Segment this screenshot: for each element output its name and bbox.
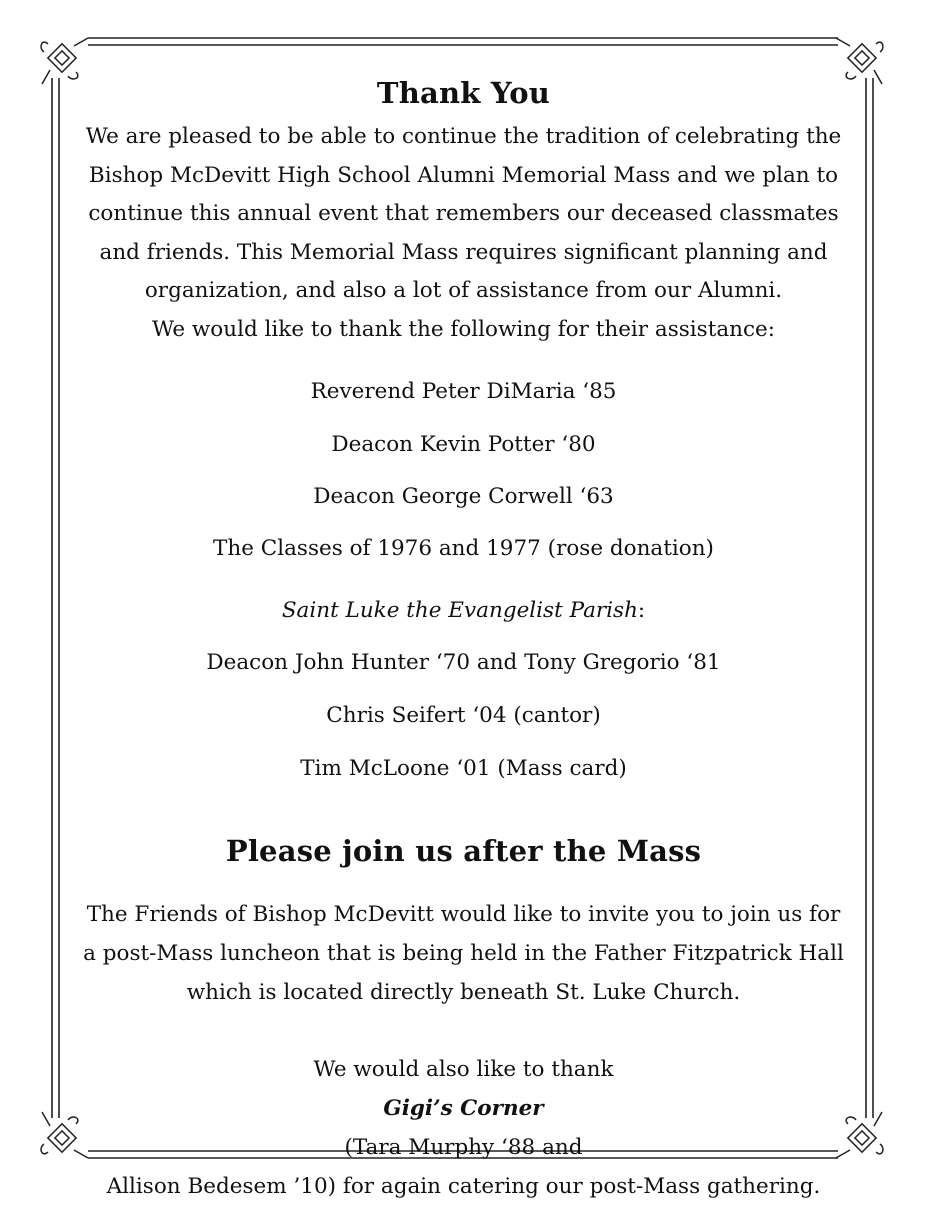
- thanks-item: Deacon George Corwell ‘63: [313, 484, 614, 509]
- luncheon-line: which is located directly beneath St. Luke Church.: [186, 980, 741, 1005]
- thanks-item: Reverend Peter DiMaria ‘85: [310, 379, 617, 404]
- caterer-name: Gigi’s Corner: [383, 1096, 544, 1121]
- intro-line: We are pleased to be able to continue the tradition of celebrating the: [85, 124, 842, 149]
- thanks-item: Deacon Kevin Potter ‘80: [331, 432, 596, 457]
- intro-line: and friends. This Memorial Mass requires significant planning and: [99, 239, 828, 265]
- parish-heading: [70, 596, 857, 626]
- catering-after: (Tara Murphy ‘88 and: [344, 1135, 583, 1160]
- intro-line: Bishop McDevitt High School Alumni Memorial Mass and we plan to: [88, 162, 839, 188]
- luncheon-line: a post-Mass luncheon that is being held in the Father Fitzpatrick Hall: [83, 941, 844, 966]
- parish-thanks-item: Tim McLoone ‘01 (Mass card): [300, 756, 627, 781]
- parish-thanks-item: Deacon John Hunter ‘70 and Tony Gregorio ‘81: [206, 650, 721, 675]
- page-title: Thank You: [376, 76, 551, 110]
- section-title: Please join us after the Mass: [225, 834, 702, 868]
- catering-paragraph: [70, 1050, 857, 1206]
- luncheon-paragraph: [70, 895, 857, 1012]
- parish-name: Saint Luke the Evangelist Parish: [281, 598, 638, 623]
- catering-line-2: Allison Bedesem ’10) for again catering our post-Mass gathering.: [106, 1174, 821, 1199]
- catering-line-1: [70, 1050, 857, 1167]
- parish-thanks-item: Chris Seifert ‘04 (cantor): [326, 703, 601, 728]
- intro-line: organization, and also a lot of assistance from our Alumni.: [144, 278, 783, 303]
- thanks-item: The Classes of 1976 and 1977 (rose donation): [213, 536, 714, 561]
- parish-suffix: :: [637, 598, 646, 623]
- catering-before: We would also like to thank: [313, 1057, 614, 1082]
- intro-line: We would like to thank the following for their assistance:: [151, 316, 776, 342]
- luncheon-line: The Friends of Bishop McDevitt would like to invite you to join us for: [86, 902, 841, 927]
- intro-paragraph: [70, 118, 857, 349]
- intro-line: continue this annual event that remembers our deceased classmates: [88, 201, 839, 226]
